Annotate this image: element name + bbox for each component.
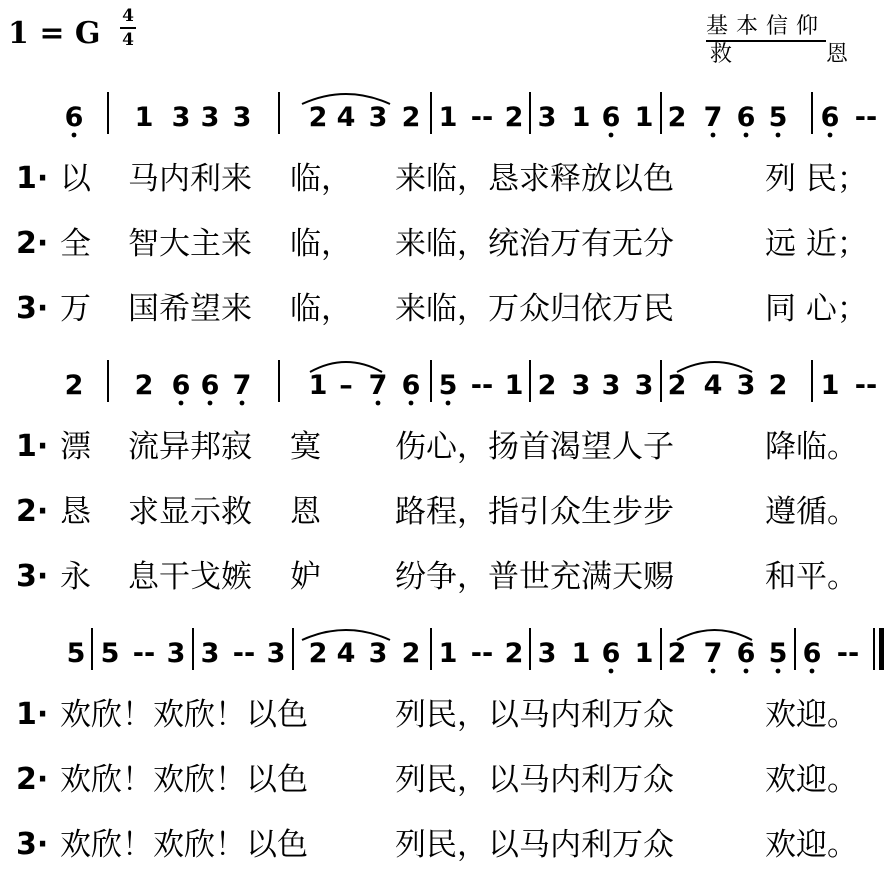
note: 6 [736, 638, 756, 669]
lyric-segment: 恩 [290, 494, 321, 530]
lyric-segment: 列民，以马内利万众 [395, 762, 674, 798]
lyric-segment: 来临，万众归依万民 [395, 291, 674, 327]
note: 2 [667, 638, 687, 669]
note: 1 [571, 102, 591, 133]
meter-bottom: 4 [122, 30, 134, 50]
lyric-segment: 欢欣！欢欣！以色 [60, 697, 308, 733]
note: 3 [200, 102, 220, 133]
lyric-segment: 永 [60, 559, 91, 595]
low-octave-dot [409, 401, 414, 406]
lyric-segment: 马内利来 [128, 161, 252, 197]
lyric-segment: 来临，统治万有无分 [395, 226, 674, 262]
note: 4 [703, 370, 723, 401]
lyric-line-1-3 [0, 289, 895, 329]
note: 4 [336, 638, 356, 669]
lyric-segment: 漂 [60, 429, 91, 465]
tune-name-right: 恩 [825, 42, 848, 67]
lyric-segment: 智大主来 [128, 226, 252, 262]
score-header [0, 0, 895, 80]
lyric-line-3-1 [0, 695, 895, 735]
note: 2 [667, 102, 687, 133]
lyric-segment: 万 [60, 291, 91, 327]
note: 2 [667, 370, 687, 401]
lyric-segment: 欢迎。 [765, 762, 858, 798]
note: 3 [537, 102, 557, 133]
lyric-segment: 全 [60, 226, 91, 262]
lyric-segment: 降临。 [765, 429, 858, 465]
lyric-segment: 欢欣！欢欣！以色 [60, 827, 308, 863]
dash-note: -- [854, 102, 878, 133]
lyric-segment: 流异邦寂 [128, 429, 252, 465]
lyric-segment: 欢欣！欢欣！以色 [60, 762, 308, 798]
note: 6 [200, 370, 220, 401]
note: 3 [171, 102, 191, 133]
verse-number: 3· [16, 827, 49, 862]
verse-number: 3· [16, 559, 49, 594]
note: 5 [768, 638, 788, 669]
verse-number: 1· [16, 161, 49, 196]
dash-note: -- [470, 370, 494, 401]
dash-note: -- [232, 638, 256, 669]
lyric-segment: 列 民； [765, 161, 868, 197]
verse-number: 2· [16, 762, 49, 797]
low-octave-dot [609, 669, 614, 674]
note: 2 [768, 370, 788, 401]
low-octave-dot [711, 133, 716, 138]
note: 6 [601, 638, 621, 669]
lyric-segment: 远 近； [765, 226, 868, 262]
note: 7 [703, 638, 723, 669]
note: 2 [401, 102, 421, 133]
lyric-segment: 路程，指引众生步步 [395, 494, 674, 530]
lyric-line-1-1 [0, 159, 895, 199]
verse-number: 1· [16, 429, 49, 464]
note: 7 [703, 102, 723, 133]
lyric-segment: 和平。 [765, 559, 858, 595]
note: 3 [368, 638, 388, 669]
low-octave-dot [776, 133, 781, 138]
note: 2 [64, 370, 84, 401]
low-octave-dot [179, 401, 184, 406]
note: 1 [134, 102, 154, 133]
lyric-line-2-1 [0, 427, 895, 467]
note: 7 [368, 370, 388, 401]
note: 2 [504, 638, 524, 669]
note: 3 [232, 102, 252, 133]
note: 3 [634, 370, 654, 401]
note: 6 [802, 638, 822, 669]
note: 1 [308, 370, 328, 401]
note: 5 [438, 370, 458, 401]
dash-note: -- [854, 370, 878, 401]
notation-row-2 [0, 354, 895, 414]
lyric-segment: 妒 [290, 559, 321, 595]
lyric-segment: 临， [290, 226, 352, 262]
lyric-line-3-3 [0, 825, 895, 865]
low-octave-dot [711, 669, 716, 674]
low-octave-dot [208, 401, 213, 406]
note: 5 [100, 638, 120, 669]
low-octave-dot [446, 401, 451, 406]
note: 6 [736, 102, 756, 133]
note: 1 [438, 102, 458, 133]
note: 1 [634, 638, 654, 669]
lyric-segment: 求显示救 [128, 494, 252, 530]
lyric-line-2-2 [0, 492, 895, 532]
note: 2 [504, 102, 524, 133]
verse-number: 2· [16, 226, 49, 261]
dash-note: -- [470, 102, 494, 133]
note: 3 [266, 638, 286, 669]
note: 4 [336, 102, 356, 133]
note: 3 [368, 102, 388, 133]
low-octave-dot [810, 669, 815, 674]
note: 3 [200, 638, 220, 669]
final-barline [879, 628, 884, 670]
lyric-line-1-2 [0, 224, 895, 264]
dash-note: -- [470, 638, 494, 669]
low-octave-dot [828, 133, 833, 138]
lyric-segment: 列民，以马内利万众 [395, 827, 674, 863]
lyric-segment: 同 心； [765, 291, 868, 327]
note: 2 [308, 638, 328, 669]
lyric-segment: 欢迎。 [765, 827, 858, 863]
lyric-segment: 国希望来 [128, 291, 252, 327]
note: 3 [537, 638, 557, 669]
lyric-segment: 列民，以马内利万众 [395, 697, 674, 733]
note: 3 [571, 370, 591, 401]
lyric-segment: 恳 [60, 494, 91, 530]
lyric-segment: 临， [290, 291, 352, 327]
note: 6 [820, 102, 840, 133]
note: 3 [601, 370, 621, 401]
time-signature [118, 6, 138, 50]
lyric-segment: 以 [60, 161, 91, 197]
note: 1 [438, 638, 458, 669]
lyric-segment: 遵循。 [765, 494, 858, 530]
verse-number: 1· [16, 697, 49, 732]
lyric-segment: 寞 [290, 429, 321, 465]
note: 1 [504, 370, 524, 401]
low-octave-dot [376, 401, 381, 406]
lyric-line-3-2 [0, 760, 895, 800]
lyric-segment: 纷争，普世充满天赐 [395, 559, 674, 595]
low-octave-dot [744, 669, 749, 674]
note: 1 [571, 638, 591, 669]
verse-number: 2· [16, 494, 49, 529]
note: 6 [601, 102, 621, 133]
note: 7 [232, 370, 252, 401]
lyric-segment: 欢迎。 [765, 697, 858, 733]
dash-note: -- [132, 638, 156, 669]
lyric-segment: 临， [290, 161, 352, 197]
dash-note: – [339, 370, 353, 401]
note: 6 [171, 370, 191, 401]
note: 5 [66, 638, 86, 669]
lyric-line-2-3 [0, 557, 895, 597]
low-octave-dot [240, 401, 245, 406]
lyric-segment: 伤心，扬首渴望人子 [395, 429, 674, 465]
low-octave-dot [609, 133, 614, 138]
note: 2 [401, 638, 421, 669]
key-signature: 1 = G [8, 16, 101, 51]
note: 2 [308, 102, 328, 133]
lyric-segment: 息干戈嫉 [128, 559, 252, 595]
low-octave-dot [776, 669, 781, 674]
note: 6 [64, 102, 84, 133]
hymn-category: 基本信仰 [706, 14, 826, 42]
meter-top: 4 [122, 6, 134, 26]
low-octave-dot [744, 133, 749, 138]
low-octave-dot [72, 133, 77, 138]
note: 2 [537, 370, 557, 401]
note: 2 [134, 370, 154, 401]
note: 6 [401, 370, 421, 401]
tune-name [710, 42, 848, 68]
notation-row-3 [0, 622, 895, 682]
dash-note: -- [836, 638, 860, 669]
notation-row-1 [0, 86, 895, 146]
note: 1 [820, 370, 840, 401]
meter-divider [120, 27, 136, 29]
note: 3 [736, 370, 756, 401]
note: 5 [768, 102, 788, 133]
note: 1 [634, 102, 654, 133]
lyric-segment: 来临，恳求释放以色 [395, 161, 674, 197]
tune-name-left: 救 [710, 42, 733, 67]
verse-number: 3· [16, 291, 49, 326]
note: 3 [166, 638, 186, 669]
